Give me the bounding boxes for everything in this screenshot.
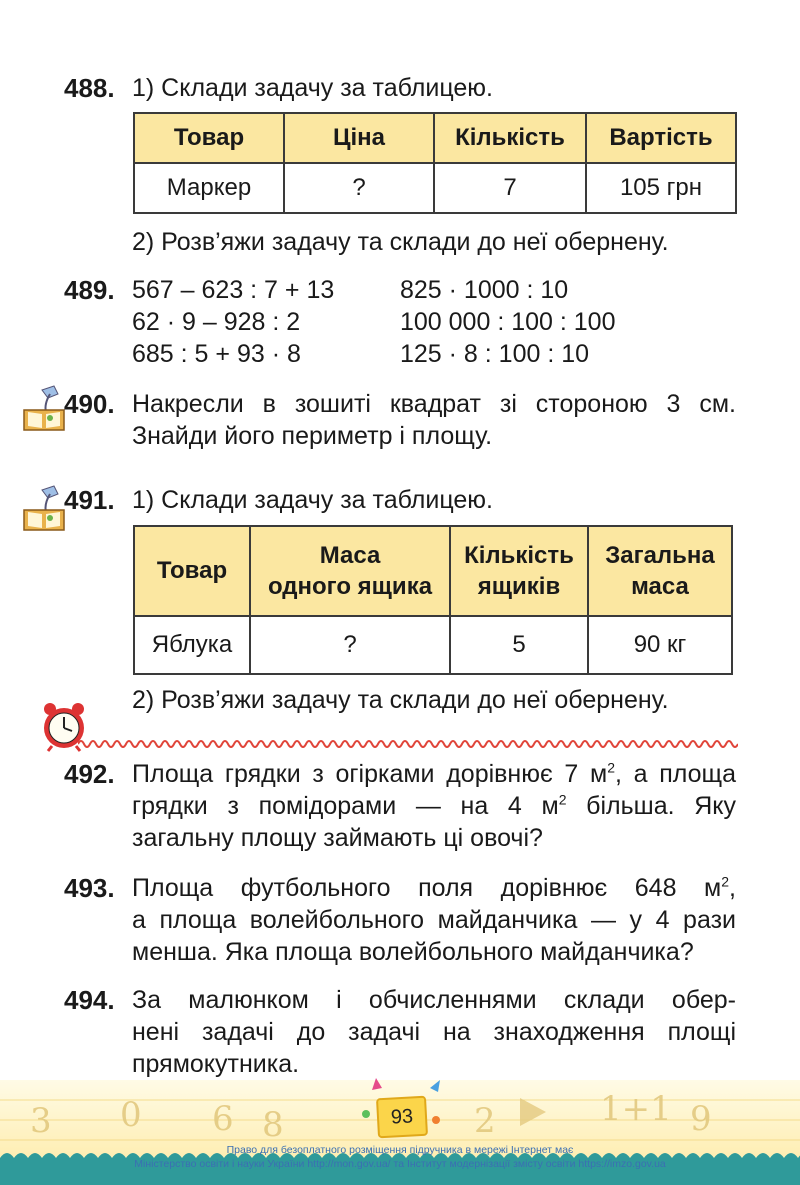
task-494-line3: прямокутника. [132,1050,300,1078]
task-number-493: 493. [64,873,115,903]
task-488-part2: 2) Розв’яжи задачу та склади до неї обернену. [132,228,669,256]
task-490-line2: Знайди його периметр і площу. [132,422,493,450]
page-number: 93 [376,1096,428,1139]
task-493-line3: менша. Яка площа волейбольного майданчика? [132,938,694,966]
header-cell: Вартість [586,113,736,163]
task-494-line2: нені задачі до задачі на знаходження площі [132,1018,736,1046]
expr-1-2: 62 · 9 – 928 : 2 [132,308,301,336]
table-cell: ? [250,616,450,674]
expr-2-2: 100 000 : 100 : 100 [400,308,616,336]
deco-digit: 8 [262,1105,284,1145]
table-cell: 105 грн [586,163,736,213]
expr-2-3: 125 · 8 : 100 : 10 [400,340,590,368]
header-cell: Кількість [434,113,586,163]
header-cell [450,526,588,616]
deco-digit: 0 [120,1095,142,1135]
header-cell [588,526,732,616]
task-number-491: 491. [64,485,115,515]
task-493-line1 [132,872,736,904]
superscript: 2 [558,791,567,808]
header-line: Загальна [605,542,715,569]
header-cell: Товар [134,526,250,616]
header-line: Кількість [464,542,574,569]
deco-digit: 9 [690,1099,712,1139]
task-492-line3: загальну площу займають ці овочі? [132,824,543,852]
book-lamp-icon [20,384,68,434]
task-493-line2: а площа волейбольного майданчика — у 4 рази [132,906,736,934]
header-line: маса [631,573,689,600]
superscript: 2 [721,873,730,890]
task-491-part1: 1) Склади задачу за таблицею. [132,486,493,514]
header-line: Маса [319,542,381,569]
task-number-489: 489. [64,275,115,305]
task-490-line1: Накресли в зошиті квадрат зі стороною 3 см. [132,390,736,418]
text-fragment: грядки з помідорами — на 4 м [132,792,559,820]
header-line: одного ящика [267,573,433,600]
table-cell: Маркер [134,163,284,213]
table-488 [133,112,737,214]
task-492-line2 [132,790,736,822]
task-494-line1: За малюнком і обчисленнями склади обер- [132,986,736,1014]
footer-rights-line: Право для безоплатного розміщення підручника в мережі Інтернет має [226,1144,574,1156]
deco-digit: 1+1 [600,1089,672,1129]
task-492-line1 [132,758,736,790]
task-number-494: 494. [64,985,115,1015]
expr-1-3: 685 : 5 + 93 · 8 [132,340,301,368]
text-fragment: , а площа [615,760,736,788]
task-491-part2: 2) Розв’яжи задачу та склади до неї обернену. [132,686,669,714]
deco-digit: 3 [30,1101,52,1141]
table-cell: 5 [450,616,588,674]
superscript: 2 [607,759,615,776]
table-cell: ? [284,163,434,213]
deco-digit: 2 [474,1101,496,1141]
text-fragment: , [729,874,736,902]
deco-digit: 6 [212,1099,234,1139]
wavy-divider [78,738,738,750]
book-lamp-icon [20,484,68,534]
header-cell: Товар [134,113,284,163]
text-fragment: більша. Яку [566,792,737,820]
table-cell: 90 кг [588,616,732,674]
task-488-part1: 1) Склади задачу за таблицею. [132,74,493,102]
table-cell: Яблука [134,616,250,674]
header-cell [250,526,450,616]
footer-urls-line: Міністерство освіти і науки України http://mon.gov.ua/ та Інститут модернізації змісту освіти https://imzo.gov.ua [134,1158,666,1170]
task-number-492: 492. [64,759,115,789]
task-number-490: 490. [64,389,115,419]
header-cell: Ціна [284,113,434,163]
text-fragment: Площа грядки з огірками дорівнює 7 м [132,760,608,788]
table-cell: 7 [434,163,586,213]
expr-1-1: 567 – 623 : 7 + 13 [132,276,335,304]
header-line: ящиків [477,573,561,600]
task-number-488: 488. [64,73,115,103]
table-491 [133,525,733,675]
text-fragment: Площа футбольного поля дорівнює 648 м [132,874,722,902]
expr-2-1: 825 · 1000 : 10 [400,276,569,304]
